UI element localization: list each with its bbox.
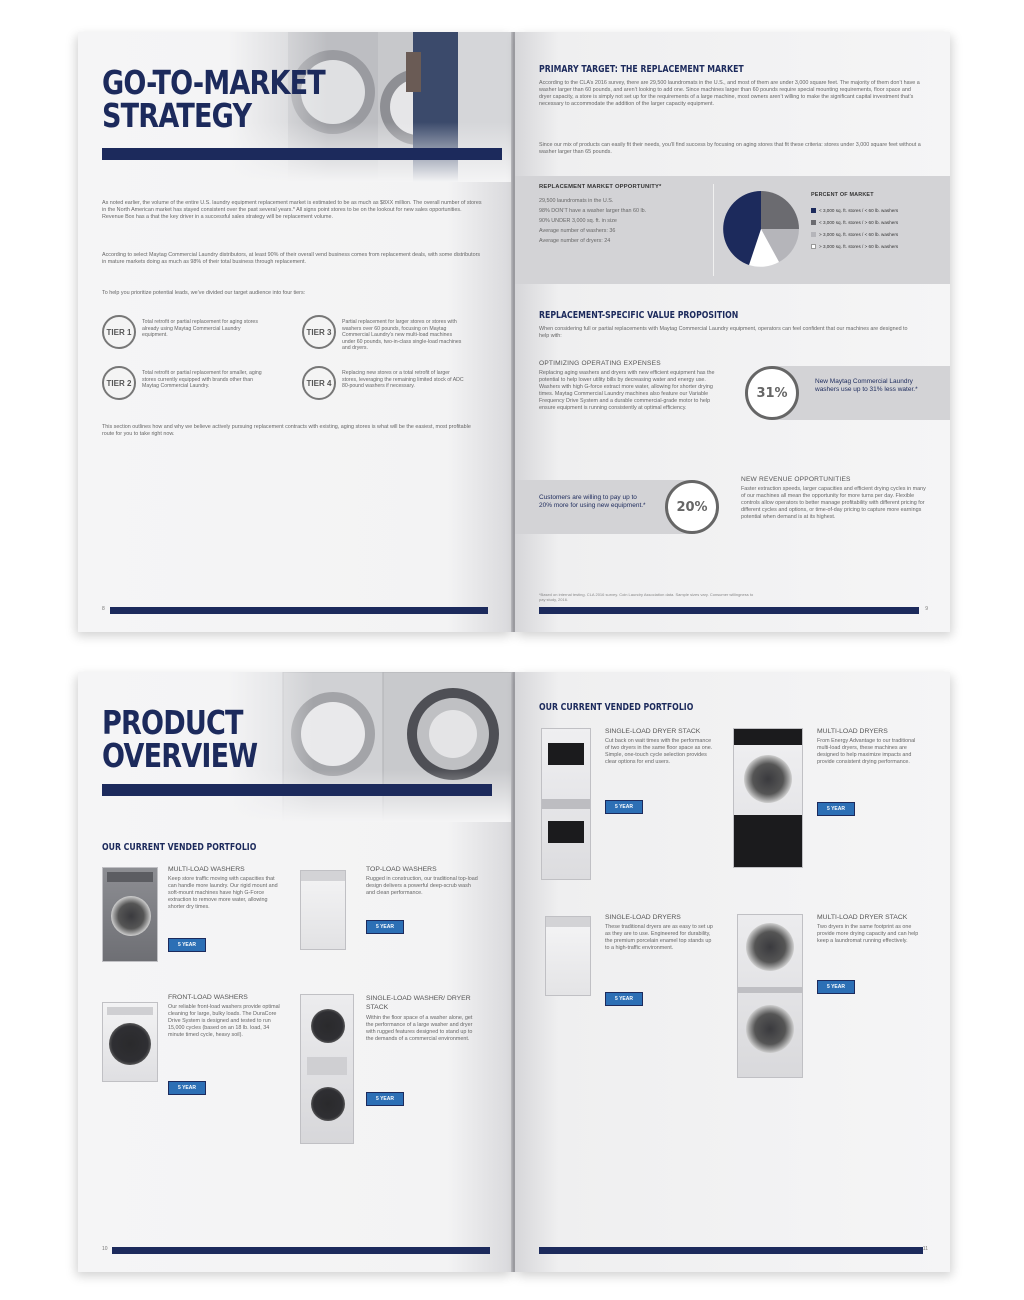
legend-row-3 xyxy=(811,232,898,237)
opportunity-item: 29,500 laundromats in the U.S. xyxy=(539,198,614,204)
warranty-badge: 5 YEAR xyxy=(605,992,643,1006)
optimizing-heading: OPTIMIZING OPERATING EXPENSES xyxy=(539,360,661,367)
tier-2 xyxy=(102,366,282,406)
tiers-intro: To help you prioritize potential leads, we’ve divided our target audience into four tiers: xyxy=(102,290,306,296)
page-number: 9 xyxy=(925,606,928,612)
product-desc: From Energy Advantage to our traditional multi-load dryers, these machines are designed to help maximize impacts and provide consistent drying performance. xyxy=(817,738,916,765)
divider-panel xyxy=(738,987,802,993)
legend-swatch xyxy=(811,220,816,225)
spread-product-overview xyxy=(78,672,950,1272)
page-go-to-market-left xyxy=(78,32,513,632)
closing-paragraph: This section outlines how and why we believe actively pursuing replacement contracts with existing, aging stores is what will be the easiest, most profitable route for you to take right now. xyxy=(102,424,471,437)
legend-title: PERCENT OF MARKET xyxy=(811,192,874,198)
stat1-text: New Maytag Commercial Laundry washers use up to 31% less water.* xyxy=(815,378,918,393)
value-proposition-heading: REPLACEMENT-SPECIFIC VALUE PROPOSITION xyxy=(539,310,739,321)
warranty-badge: 5 YEAR xyxy=(168,1081,206,1095)
market-pie-chart xyxy=(719,187,803,271)
opportunity-item: Average number of dryers: 24 xyxy=(539,238,611,244)
legend-row-2 xyxy=(811,220,898,225)
page-number: 8 xyxy=(102,606,105,612)
dryer-door-bottom xyxy=(746,1005,794,1053)
washers-photo-art xyxy=(228,672,513,822)
dryer-window xyxy=(548,743,584,765)
page-number: 10 xyxy=(102,1246,108,1252)
footer-bar xyxy=(110,607,488,614)
product-desc: Within the floor space of a washer alone, get the performance of a large washer and dryer with rugged features designed to stand up to the demands of a commercial environment. xyxy=(366,1015,473,1042)
tier-3-text: Partial replacement for larger stores or stores with washers over 60 pounds, focusing on Maytag Commercial Laundry’s new multi-load machines under 60 pounds, two-in-class single-load machines and dryers. xyxy=(342,319,462,352)
page-product-overview-right xyxy=(515,672,950,1272)
opportunity-list xyxy=(539,198,709,248)
footer-bar xyxy=(112,1247,490,1254)
dryer-door xyxy=(311,1009,345,1043)
tier-4-text: Replacing new stores or a total retrofit of larger stores, leveraging the remaining limited stock of ADC 80-pound washers if necessary. xyxy=(342,370,464,390)
dryer-lower-panel xyxy=(734,815,802,867)
opportunity-item: Average number of washers: 36 xyxy=(539,228,616,234)
tier-1-text: Total retrofit or partial replacement for aging stores already using Maytag Commercial Laundry equipment. xyxy=(142,319,258,339)
stat2-text: Customers are willing to pay up to 20% more for using new equipment.* xyxy=(539,494,646,509)
footer-bar xyxy=(539,1247,923,1254)
revenue-text: Faster extraction speeds, larger capacities and efficient drying cycles in many of our machines all mean the opportunity for more turns per day. Flexible controls allow operators to better manage profitability with different pricing for different cycles and options, or time-of-day pricing to capture more earnings potential when demand is at its highest. xyxy=(741,486,926,520)
product-title: MULTI-LOAD DRYERS xyxy=(817,728,888,735)
page-title-line2: OVERVIEW xyxy=(102,736,258,775)
legend-swatch xyxy=(811,232,816,237)
legend-label: > 3,000 sq. ft. stores / < 60 lb. washers xyxy=(819,232,899,237)
product-desc: Cut back on wait times with the performance of two dryers in the same floor space as one. Simple, one-touch cycle selection provides clear options for end users. xyxy=(605,738,713,765)
warranty-badge: 5 YEAR xyxy=(605,800,643,814)
product-title: SINGLE-LOAD DRYERS xyxy=(605,914,681,921)
legend-label: < 3,000 sq. ft. stores / > 60 lb. washers xyxy=(819,220,899,225)
tier-4 xyxy=(302,366,482,406)
value-proposition-paragraph: When considering full or partial replacements with Maytag Commercial Laundry equipment, operators can feel confident that our machines are designed to help with: xyxy=(539,326,908,339)
dryer-door xyxy=(744,755,792,803)
control-panel xyxy=(107,1007,153,1015)
warranty-badge: 5 YEAR xyxy=(366,920,404,934)
control-panel xyxy=(107,872,153,882)
tier-2-circle: TIER 2 xyxy=(102,366,136,400)
tier-3 xyxy=(302,315,482,355)
page-title-line2: STRATEGY xyxy=(102,96,252,135)
opportunity-item: 98% DON’T have a washer larger than 60 lb. xyxy=(539,208,647,214)
distributor-paragraph: According to select Maytag Commercial Laundry distributors, at least 90% of their overall vend business comes from replacement deals, with some distributors in mature markets doing as much as 98% of their total business through replacement. xyxy=(102,252,481,265)
primary-target-heading: PRIMARY TARGET: THE REPLACEMENT MARKET xyxy=(539,64,744,75)
tier-3-circle: TIER 3 xyxy=(302,315,336,349)
legend-row-4 xyxy=(811,244,898,249)
product-desc: Our reliable front-load washers provide optimal cleaning for large, bulky loads. The DuraCore Drive System is designed and tested to run 15,000 cycles (based on an 18 lb. load, 34 minute timed cycle, heavy soil). xyxy=(168,1004,280,1038)
multi-load-washer-image xyxy=(102,867,158,962)
product-title: MULTI-LOAD WASHERS xyxy=(168,866,245,873)
intro-paragraph: As noted earlier, the volume of the entire U.S. laundry equipment replacement market is estimated to be as much as $8XX million. The overall number of stores in the North American market has stayed consistent over the past several years.* All signs point stores to be on the lookout for new sales opportunities. Revenue Box has a that the key driver in a successful sales strategy will be replacement volume. xyxy=(102,200,482,220)
page-title-line1: GO-TO-MARKET xyxy=(102,63,325,102)
title-underline-bar xyxy=(102,148,502,160)
single-load-dryer-image xyxy=(545,916,591,996)
washer-door xyxy=(109,1023,151,1065)
dryer-top-panel xyxy=(734,729,802,745)
dryer-door-top xyxy=(746,923,794,971)
dryer-window xyxy=(548,821,584,843)
legend-label: < 3,000 sq. ft. stores / < 60 lb. washers xyxy=(819,208,899,213)
product-desc: Rugged in construction, our traditional top-load design delivers a powerful deep-scrub wash and clean performance. xyxy=(366,876,478,896)
product-title: SINGLE-LOAD DRYER STACK xyxy=(605,728,701,735)
warranty-badge: 5 YEAR xyxy=(817,980,855,994)
product-desc: Keep store traffic moving with capacities that can handle more laundry. Our rigid mount and soft-mount machines have high G-Force extraction to remove more water, allowing shorter dry times. xyxy=(168,876,278,910)
page-product-overview-left xyxy=(78,672,513,1272)
page-go-to-market-right xyxy=(515,32,950,632)
product-title: SINGLE-LOAD WASHER/ DRYER STACK xyxy=(366,995,471,1011)
title-underline-bar xyxy=(102,784,492,796)
legend-swatch xyxy=(811,244,816,249)
opportunity-heading: REPLACEMENT MARKET OPPORTUNITY* xyxy=(539,184,662,190)
tier-2-text: Total retrofit or partial replacement for smaller, aging stores currently equipped with brands other than Maytag Commercial Laundry. xyxy=(142,370,262,390)
product-title: TOP-LOAD WASHERS xyxy=(366,866,437,873)
product-desc: Two dryers in the same footprint as one provide more drying capacity and can help keep a laundromat running effectively. xyxy=(817,924,919,944)
portfolio-heading: OUR CURRENT VENDED PORTFOLIO xyxy=(102,842,257,853)
control-panel xyxy=(301,871,345,881)
footnote: *Based on internal testing. CLA 2016 survey. Coin Laundry Association data. Sample sizes vary. Consumer willingness to pay study, 2016. xyxy=(539,592,754,602)
tier-1-circle: TIER 1 xyxy=(102,315,136,349)
legend-label: > 3,000 sq. ft. stores / > 60 lb. washers xyxy=(819,244,899,249)
washer-door xyxy=(111,896,151,936)
portfolio-heading: OUR CURRENT VENDED PORTFOLIO xyxy=(539,702,694,713)
control-panel xyxy=(546,917,590,927)
tier-1 xyxy=(102,315,282,355)
dryer-stack-image xyxy=(541,728,591,880)
washer-door xyxy=(311,1087,345,1121)
pie-slice-2 xyxy=(761,191,799,229)
control-panel xyxy=(307,1057,347,1075)
product-desc: These traditional dryers are as easy to set up as they are to use. Engineered for durability, the premium porcelain enamel top stands up to a high-traffic environment. xyxy=(605,924,713,951)
revenue-heading: NEW REVENUE OPPORTUNITIES xyxy=(741,476,851,483)
product-title: MULTI-LOAD DRYER STACK xyxy=(817,914,908,921)
warranty-badge: 5 YEAR xyxy=(366,1092,404,1106)
band-divider xyxy=(713,184,714,276)
product-title: FRONT-LOAD WASHERS xyxy=(168,994,248,1001)
footer-bar xyxy=(539,607,919,614)
warranty-badge: 5 YEAR xyxy=(817,802,855,816)
front-load-washer-image xyxy=(102,1002,158,1082)
control-panel xyxy=(542,799,590,809)
top-load-washer-image xyxy=(300,870,346,950)
stat2-circle: 20% xyxy=(665,480,719,534)
spread-go-to-market xyxy=(78,32,950,632)
page-title-line1: PRODUCT xyxy=(102,703,243,742)
warranty-badge: 5 YEAR xyxy=(168,938,206,952)
washer-dryer-stack-image xyxy=(300,994,354,1144)
legend-row-1 xyxy=(811,208,898,213)
primary-target-paragraph: According to the CLA’s 2016 survey, there are 29,500 laundromats in the U.S., and most of them are under 3,000 square feet. The majority of them don’t have a washer larger than 60 pounds, and aren’t looking to add one. Since machines larger than 60 pounds require special mounting requirements, floor space and dryer capacity, a store is simply not set up for the requirements of a large machine, most owners aren’t willing to make the significant capital investment that’s necessary to accommodate the addition of the larger capacity equipment. xyxy=(539,80,920,107)
washers-photo xyxy=(228,672,513,822)
legend-swatch xyxy=(811,208,816,213)
multi-load-dryer-stack-image xyxy=(737,914,803,1078)
multi-load-dryer-image xyxy=(733,728,803,868)
stat1-circle: 31% xyxy=(745,366,799,420)
optimizing-text: Replacing aging washers and dryers with new efficient equipment has the potential to help lower utility bills by decreasing water and energy use. Washers with high G-force extract more water, allowing for shorter drying times. Maytag Commercial Laundry machines also feature our Variable Frequency Drive System and a durable commercial-grade motor to help ensure equipment is running consistently at optimal efficiency. xyxy=(539,370,715,411)
tier-4-circle: TIER 4 xyxy=(302,366,336,400)
page-number: 11 xyxy=(922,1246,928,1252)
criteria-paragraph: Since our mix of products can easily fit their needs, you’ll find success by focusing on aging stores that fit these criteria: stores under 3,000 square feet without a washer larger than 65 pounds. xyxy=(539,142,921,155)
opportunity-item: 90% UNDER 3,000 sq. ft. in size xyxy=(539,218,617,224)
